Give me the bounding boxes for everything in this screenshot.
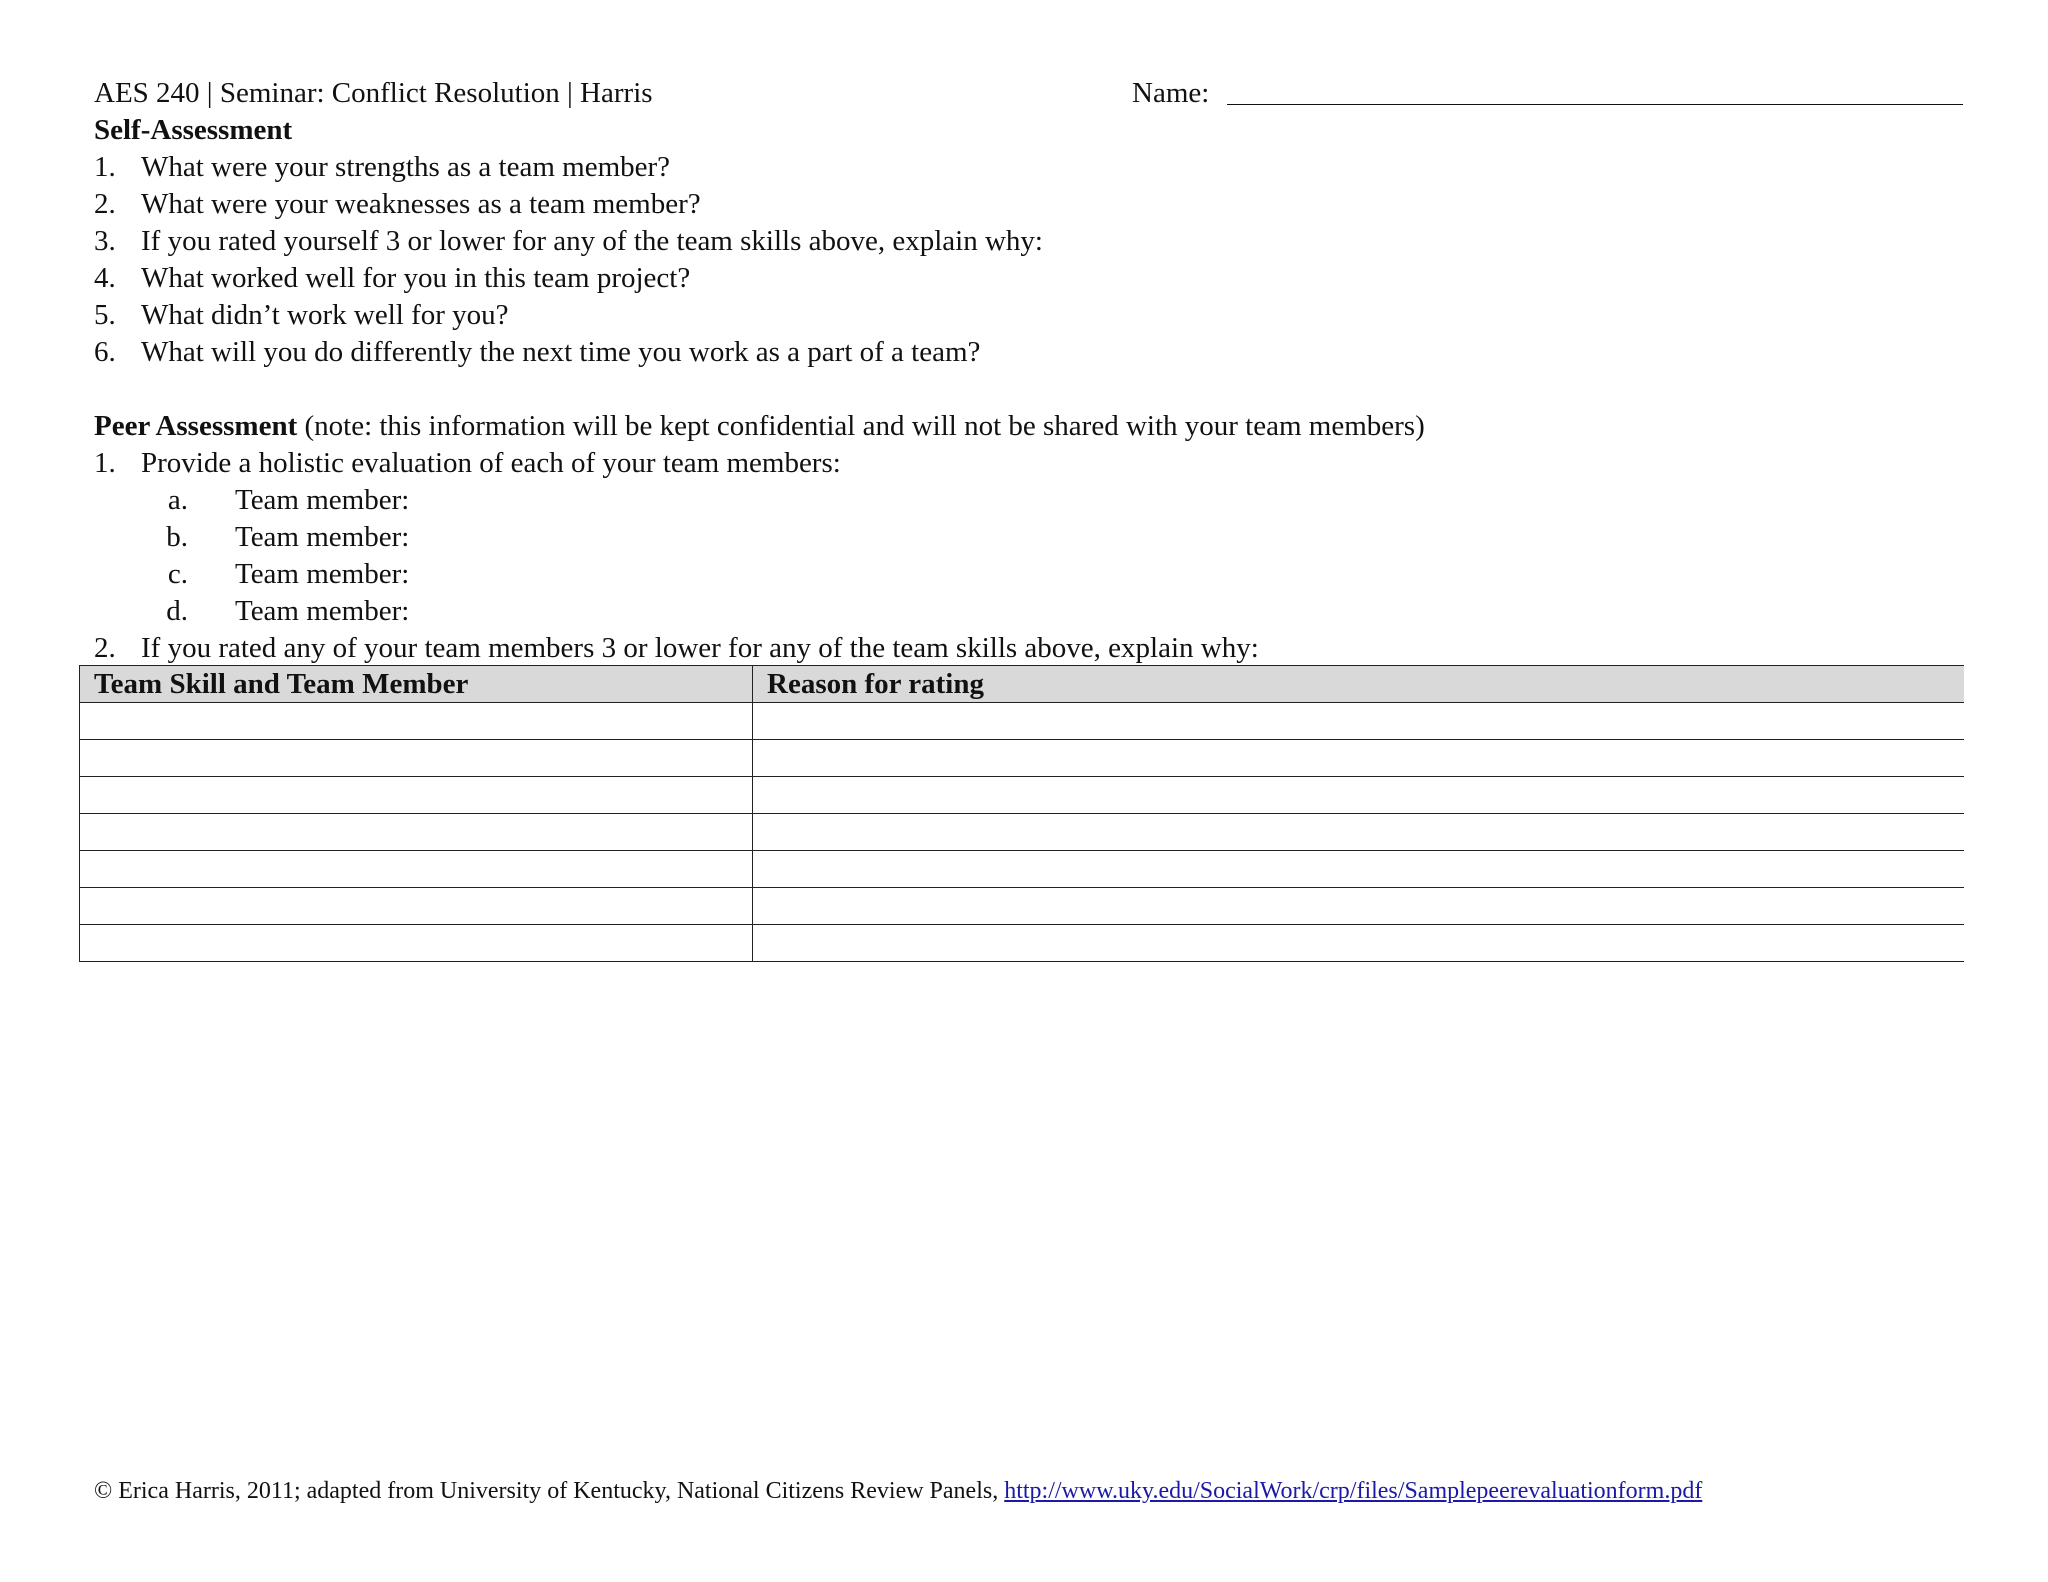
team-skill-cell[interactable] [80,888,753,925]
reason-cell[interactable] [753,814,1964,851]
team-skill-cell[interactable] [80,925,753,962]
footer-citation [94,1476,1964,1506]
column-header-reason: Reason for rating [753,666,1964,703]
sub-text: Team member: [235,595,410,627]
item-text: Provide a holistic evaluation of each of your team members: [141,447,841,479]
reason-cell[interactable] [753,888,1964,925]
table-row [80,777,1964,814]
reason-cell[interactable] [753,740,1964,777]
item-text: What were your strengths as a team member? [141,151,671,183]
sub-text: Team member: [235,521,410,553]
reason-cell[interactable] [753,851,1964,888]
item-number: 3. [94,225,116,257]
team-skill-cell[interactable] [80,777,753,814]
reason-cell[interactable] [753,777,1964,814]
reason-cell[interactable] [753,703,1964,740]
footer-text: © Erica Harris, 2011; adapted from University of Kentucky, National Citizens Review Panels, [94,1478,1005,1504]
table-row [80,888,1964,925]
team-skill-cell[interactable] [80,740,753,777]
item-text: What didn’t work well for you? [141,299,509,331]
table-row [80,925,1964,962]
item-number: 1. [94,151,116,183]
table-row [80,740,1964,777]
item-number: 2. [94,188,116,220]
table-row [80,851,1964,888]
sub-letter: d. [166,595,188,627]
reason-cell[interactable] [753,925,1964,962]
item-number: 5. [94,299,116,331]
item-number: 4. [94,262,116,294]
peer-assessment-note: (note: this information will be kept confidential and will not be shared with your team members) [304,410,1425,442]
table-header-row [80,666,1964,703]
item-text: If you rated yourself 3 or lower for any of the team skills above, explain why: [141,225,1043,257]
item-number: 6. [94,336,116,368]
sub-text: Team member: [235,484,410,516]
sub-letter: b. [166,521,188,553]
item-number: 2. [94,632,116,664]
team-skill-cell[interactable] [80,814,753,851]
item-text: What were your weaknesses as a team member? [141,188,701,220]
team-skill-cell[interactable] [80,851,753,888]
table-row [80,703,1964,740]
footer-link[interactable]: http://www.uky.edu/SocialWork/crp/files/Samplepeerevaluationform.pdf [1004,1478,1703,1504]
rating-table [79,665,1964,962]
peer-assessment-heading [94,408,1425,445]
team-skill-cell[interactable] [80,703,753,740]
sub-letter: a. [167,484,188,516]
item-number: 1. [94,447,116,479]
name-field-line[interactable] [1227,104,1963,105]
peer-assessment-title: Peer Assessment [94,410,298,442]
course-header: AES 240 | Seminar: Conflict Resolution | Harris [94,77,653,109]
name-label: Name: [1132,77,1210,109]
sub-letter: c. [167,558,188,590]
self-assessment-title: Self-Assessment [94,114,293,146]
item-text: What will you do differently the next time you work as a part of a team? [141,336,981,368]
table-row [80,814,1964,851]
column-header-team-skill: Team Skill and Team Member [80,666,753,703]
item-text: If you rated any of your team members 3 or lower for any of the team skills above, explain why: [141,632,1259,664]
item-text: What worked well for you in this team project? [141,262,691,294]
sub-text: Team member: [235,558,410,590]
